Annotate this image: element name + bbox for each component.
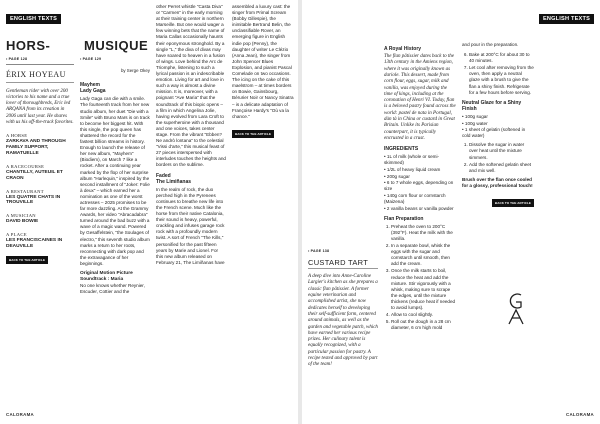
glaze-step: 2. Add the softened gelatin sheet and mix well.: [469, 162, 534, 174]
custard-lead: A deep dive into Anne-Caroline Largier's kitchen as she prepares a classic flan pâtissier. A former equine veterinarian and accomplished artist, she now dedicates herself to developing their self-sufficient farm, centered around animals, as well as the garden and vegetable patch, which have earned her various recipe prizes. Her culinary talent is equally recognized, with a particular passion for pastry. A recipe tested and approved by part of the team!: [308, 274, 378, 368]
musique-column-1: [80, 54, 150, 299]
ingredients-list: [384, 154, 456, 211]
royal-history-text: The flan pâtissier dates back to the 13th century in the Amiens region, where it was originally known as dariole. This dessert, made from corn flour, eggs, sugar, milk and vanilla, was enjoyed during the time of kings, including at the coronation of Henri VI. Today, flan is a beloved pastry found across the world: pastel de nata in Portugal, dàn tà in China or custard in Great Britain. Unlike its Parisian counterpart, it is typically encrusted in a crust.: [384, 54, 456, 141]
ingredient-item: • 2 vanilla beans or vanilla powder: [384, 205, 454, 211]
horse-info-item: A RESTAURANT LES QUATRE CHATS IN TROUVILLE: [6, 188, 61, 206]
custard-intro-column: [308, 246, 378, 369]
maria-text-cont: other Perret whistle "Casta Diva" or "Carmen" in the early morning at their training center in northern Marseille. But one would wager a few winning bets that the name of Maria Callas occasionally haunts their eponymous stronghold. By a single "L," the diva of divas may have soared to heaven in a fusion of wings. Love behind the Arc de Triomphe, listening to such a lyrical passion is an indescribable emotion. Living for art and love in such a way is almost a divine mission. It is, moreover, with a poignant "Ave Maria" that the soundtrack of this biopic opens – a film in which Angelina Jolie, having evolved from Lara Croft to the superheroine with a thousand and one voices, takes center stage. From the vibrant "Ebben? Ne andrò lontana" to the celestial "Vissi d'arte," this musical feast of 27 pieces interspersed with interludes touches the heights and borders on the sublime.: [156, 4, 226, 168]
prep-step: 5. Roll out the dough in a 28 cm diameter, 6 cm high mold: [391, 319, 456, 331]
ingredient-item: • 1/2L of heavy liquid cream: [384, 167, 441, 173]
ga-logo-icon: [507, 292, 525, 326]
ingredient-item: • 6 to 7 whole eggs, depending on size: [384, 180, 454, 192]
musique-title: MUSIQUE: [84, 38, 149, 53]
horse-column: [6, 54, 74, 268]
musique-column-2: [156, 4, 226, 270]
prep-step: 3. Once the milk starts to boil, reduce the heat and add the mixture. Stir vigorously with a whisk, making sure to scrape the edges, until the mixture thickens (reduce heat if needed to avoid lumps).: [391, 268, 456, 311]
glaze-item: • 1 sheet of gelatin (softened in cold water): [462, 127, 526, 139]
right-page: [302, 0, 600, 424]
bake-steps: [462, 52, 534, 96]
horse-info-item: A PLACE LES FRANCISCAINES IN DEAUVILLE: [6, 232, 63, 250]
horse-info-item: A HORSE ZARKAVA AND THROUGH FAMILY SUPPORT, RAMATUELLE: [6, 133, 66, 157]
custard-back-link[interactable]: BACK TO THE ARTICLE: [492, 199, 534, 207]
musique-back-link[interactable]: BACK TO THE ARTICLE: [232, 130, 274, 138]
custard-page-ref: • PAGE 138: [308, 249, 330, 253]
ingredient-item: • 1L of milk (whole or semi-skimmed): [384, 154, 440, 166]
faded-text: In the realm of rock, the duo perched high in the Pyrenees continues to breathe new life into the French scene. Much like the horse from their native Catalonia, their sound is heavy, powerful, crackling and infuses garage rock rock with a profoundly modern twist. A sort of French "The Kills," personified for the past fifteen years by Marie and Lionel. For this new album released on February 21, The Limiñanas have: [156, 186, 225, 265]
horse-author: ÉRIX HOYEAU: [6, 71, 74, 83]
faded-text-cont: assembled a luxury cast: the singer from Primal Scream (Bobby Gillespie), the inimitable Bertrand Belin, the unclassifiable Rover, an emerging figure in English indie pop (Penny), the daughter of writer Le Clézio (Anna Jean), the singer from John Spencer Blues Explosion, and pianist Pascal Comelade on two occasions. The icing on the cake of this maelstrom – at times borders on Bowie, Gainsbourg, Bérurier Noir or Nancy Sinatra – is a delicate adaptation of Françoise Hardy's "Où va la chance.": [232, 4, 294, 119]
right-footer-brand: CALORAMA: [565, 412, 594, 417]
custard-finish-column: [462, 42, 534, 211]
mayhem-text: Lady Gaga can die with a smile. The fourteenth track from her new studio album, her duet "Die with a Smile" with Bruno Mars is on track to become her biggest hit. With this single, the pop queen has shattered the record for the fastest billion streams in history. Enough to launch the release of her new album, "Mayhem" (Biodiem), on March 7 like a rocket. After a continuing year marked by the flop of her surprise album "Harlequin," inspired by the second installment of "Joker: Folie à deux" – which earned her a nomination as one of the worst actresses – 2025 promises to be far more dazzling. At the Grammy Awards, her video "Abracadabra" turned around the bad buzz with a wave of a magic wand. Powered by Gesaffelstein, "the Soulages of electro," this seventh studio album marks a return to her roots, reconnecting with dark pop and the extravagance of her beginnings.: [80, 96, 150, 266]
glaze-step: 1. Dissolve the sugar in water over heat until the mixture simmers.: [469, 142, 534, 160]
musique-page-ref: • PAGE 129: [80, 57, 102, 61]
glaze-closing: Brush over the flan once cooled for a glossy, professional touch!: [462, 176, 533, 188]
royal-history-heading: A Royal History: [384, 46, 422, 52]
faded-heading: Faded The Limiñanas: [156, 172, 192, 185]
musique-column-3: [232, 4, 294, 142]
horse-lead: Gentleman rider with over 200 victories to his name and a true lover of thoroughbreds, Eric led ARQANA from its creation in 2006 until last year. He shares with us his off-the-track favorites.: [6, 88, 74, 126]
prep-step: 1. Preheat the oven to 200°C (392°F). Heat the milk with the vanilla.: [391, 224, 456, 242]
left-section-tag: ENGLISH TEXTS: [6, 14, 61, 24]
prep-step-cont: and pour in the preparation.: [462, 42, 519, 47]
ingredient-item: • 200g sugar: [384, 173, 410, 179]
mayhem-heading: Mayhem Lady Gaga: [80, 82, 106, 95]
left-page: [0, 0, 298, 424]
glaze-item: • 100g sugar: [462, 113, 488, 119]
glaze-heading: Neutral Glaze for a Shiny Finish: [462, 99, 522, 112]
prep-step: 4. Allow to cool slightly.: [391, 312, 456, 318]
prep-heading: Flan Preparation: [384, 215, 424, 222]
maria-text-start: No one knows whether Reynier, Escuder, Cottier and the: [80, 283, 145, 295]
horse-info-item: A RACECOURSE CHANTILLY, AUTEUIL ET CRAON: [6, 163, 63, 181]
right-section-tag: ENGLISH TEXTS: [539, 14, 594, 24]
horse-page-ref: • PAGE 128: [6, 56, 74, 65]
custard-title: CUSTARD TART: [308, 260, 378, 269]
horse-info-item: A MUSICIAN DAVID BOWIE: [6, 213, 39, 225]
musique-byline: by Serge Okey: [120, 68, 150, 74]
maria-heading: Original Motion Picture Soundtrack : Maria: [80, 271, 133, 283]
bake-step: 6. Bake at 200°C for about 30 to 40 minutes.: [469, 52, 534, 64]
ingredient-item: • 140g corn flour or cornstarch (Maizena): [384, 192, 446, 204]
left-footer-brand: CALORAMA: [6, 412, 35, 417]
horse-back-link[interactable]: BACK TO THE ARTICLE: [6, 256, 48, 264]
prep-step: 2. In a separate bowl, whisk the eggs with the sugar and cornstarch until smooth, then add the cream.: [391, 243, 456, 267]
custard-recipe-column: [384, 42, 456, 334]
ingredients-heading: INGREDIENTS: [384, 146, 419, 153]
horse-title: HORS-: [6, 38, 51, 53]
glaze-item: • 100g water: [462, 120, 488, 126]
bake-step: 7. Let cool after removing from the oven, then apply a neutral glaze with a brush to give the flan a shiny finish. Refrigerate for a few hours before serving.: [469, 65, 534, 95]
prep-steps: [384, 224, 456, 332]
glaze-steps: [462, 142, 534, 173]
glaze-list: [462, 114, 534, 139]
